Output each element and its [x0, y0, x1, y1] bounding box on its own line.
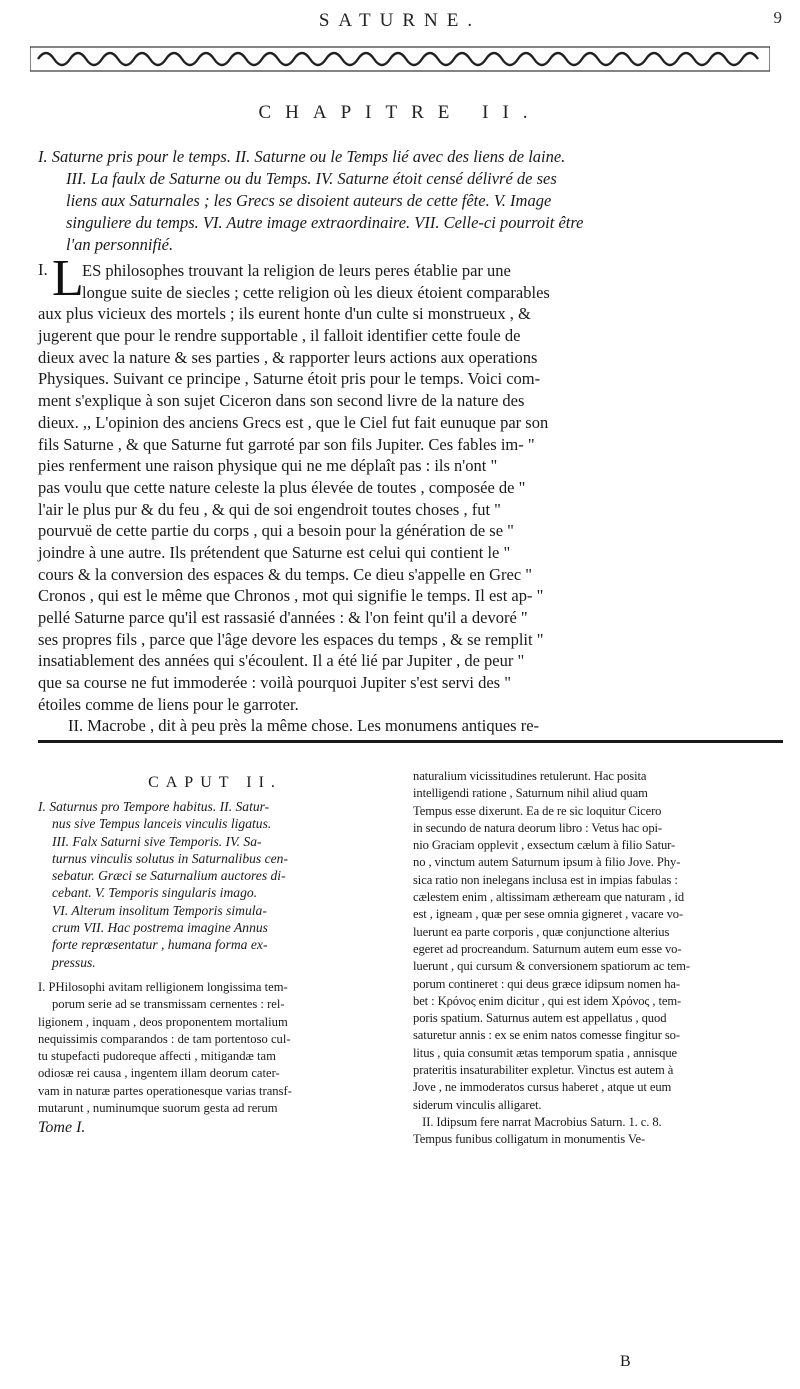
body-line: pellé Saturne parce qu'il est rassasié d'années : & l'on feint qu'il a devoré ": [38, 608, 528, 627]
latin-summary-line: sebatur. Græci se Saturnalium auctores di-: [52, 868, 286, 884]
body-line: dieux avec la nature & ses parties , & rapporter leurs actions aux operations: [38, 347, 538, 367]
body-line: ES philosophes trouvant la religion de leurs peres établie par une: [82, 261, 511, 280]
body-line: pourvuë de cette partie du corps , qui a besoin pour la génération de se ": [38, 521, 514, 541]
latin-text-line: I. PHilosophi avitam relligionem longissima tem-: [38, 979, 288, 994]
latin-text-line: tu stupefacti pudoreque affecti , mitigandæ tam: [38, 1049, 276, 1064]
latin-text-line: saturetur annis : ex se enim natos comesse fingitur so-: [413, 1028, 680, 1043]
latin-text-line: egeret ad procreandum. Saturnum autem eum esse vo-: [413, 941, 682, 956]
latin-summary-line: I. Saturnus pro Tempore habitus. II. Satur-: [38, 799, 270, 814]
latin-text-line: naturalium vicissitudines retulerunt. Hac posita: [413, 769, 647, 783]
body-line: que sa course ne fut immoderée : voilà pourquoi Jupiter s'est servi des ": [38, 673, 511, 693]
body-line: ses propres fils , parce que l'âge devore les espaces du temps , & se remplit ": [38, 629, 544, 649]
body-line: étoiles comme de liens pour le garroter.: [38, 694, 299, 714]
summary-line: III. La faulx de Saturne ou du Temps. IV. Saturne étoit censé délivré de ses: [66, 169, 557, 188]
column-separator-rule: [38, 740, 783, 743]
latin-text-line: litus , quia consumit ætas temporum spatia , annisque: [413, 1045, 678, 1060]
latin-text-line: sica ratio non inelegans inclusa est in impias fabulas :: [413, 872, 678, 887]
latin-text-line: in secundo de natura deorum libro : Vetus hac opi-: [413, 820, 663, 835]
latin-text-line: est , igneam , quæ per sese omnia gigneret , vacare vo-: [413, 907, 684, 922]
main-french-text: [38, 260, 788, 737]
latin-text-line: luerunt , qui cursum & conversionem spatiorum ac tem-: [413, 959, 690, 974]
page-number: 9: [773, 8, 782, 27]
latin-text-line: vam in naturæ partes operationesque varias transf-: [38, 1083, 292, 1098]
latin-text-line: bet : Κρόνος enim dicitur , qui est idem Χρόνος , tem-: [413, 993, 682, 1008]
latin-summary-line: crum VII. Hac postrema imagine Annus: [52, 920, 268, 936]
body-line: cours & la conversion des espaces & du temps. Ce dieu s'appelle en Grec ": [38, 564, 533, 584]
latin-right-column: [413, 768, 785, 1149]
latin-text-line: no , vinctum autem Saturnum ipsum à filio Jove. Phy-: [413, 855, 681, 870]
latin-summary-line: VI. Alterum insolitum Temporis simula-: [52, 902, 267, 918]
body-line: ment s'explique à son sujet Ciceron dans son second livre de la nature des: [38, 391, 525, 411]
section-number: I.: [38, 260, 48, 279]
body-line: fils Saturne , & que Saturne fut garroté par son fils Jupiter. Ces fables im- ": [38, 434, 535, 454]
drop-cap-letter: L: [52, 250, 84, 307]
latin-summary-line: turnus vinculis solutus in Saturnalibus cen-: [52, 850, 288, 866]
body-line: Physiques. Suivant ce principe , Saturne étoit pris pour le temps. Voici com-: [38, 369, 541, 389]
latin-text-line: nio Graciam opplevit , exsectum cælum à filio Satur-: [413, 838, 676, 853]
caput-heading: CAPUT II.: [148, 774, 282, 791]
summary-line: I. Saturne pris pour le temps. II. Saturne ou le Temps lié avec des liens de laine.: [38, 147, 566, 166]
ornamental-border: [30, 44, 770, 74]
latin-text-line: porum serie ad se transmissam cernentes : rel-: [52, 997, 285, 1012]
latin-text-line: prateritis insaturabiliter expletur. Vinctus est autem à: [413, 1063, 674, 1078]
latin-text-line: odiosæ rei causa , ingentem illam deorum cater-: [38, 1066, 280, 1081]
latin-text-line: mutarunt , numinumque suorum gesta ad rerum: [38, 1101, 278, 1116]
latin-left-column: [38, 768, 386, 1137]
chapter-summary-french: [38, 146, 783, 256]
body-line: joindre à une autre. Ils prétendent que Saturne est celui qui contient le ": [38, 542, 511, 562]
summary-line: liens aux Saturnales ; les Grecs se disoient auteurs de cette fête. V. Image: [66, 191, 552, 210]
body-line: longue suite de siecles ; cette religion où les dieux étoient comparables: [82, 282, 550, 302]
latin-summary-line: III. Falx Saturni sive Temporis. IV. Sa-: [52, 833, 262, 849]
chapter-heading: CHAPITRE II.: [258, 102, 542, 123]
body-line: Cronos , qui est le même que Chronos , mot qui signifie le temps. Il est ap- ": [38, 586, 544, 606]
latin-text-line: Tempus esse dixerunt. Ea de re sic loquitur Cicero: [413, 803, 662, 818]
latin-text-line: siderum vinculis alligaret.: [413, 1097, 542, 1112]
body-line: dieux. ,, L'opinion des anciens Grecs est , que le Ciel fut fait eunuque par son: [38, 412, 549, 432]
latin-text-line: nequissimis comparandos : de tam portentoso cul-: [38, 1031, 291, 1046]
latin-text-line: porum contineret : qui deus græce idipsum nomen ha-: [413, 976, 681, 991]
latin-text-line: Jove , ne immoderatos cursus haberet , atque ut eum: [413, 1080, 672, 1095]
latin-summary-line: nus sive Tempus lanceis vinculis ligatus.: [52, 816, 272, 832]
latin-text-line: intelligendi ratione , Saturnum nihil aliud quam: [413, 786, 648, 801]
body-line: pas voulu que cette nature celeste la plus élevée de toutes , composée de ": [38, 477, 526, 497]
body-line: aux plus vicieux des mortels ; ils eurent honte d'un culte si monstrueux , &: [38, 304, 531, 324]
body-line: l'air le plus pur & du feu , & qui de soi engendroit toutes choses , fut ": [38, 499, 501, 519]
latin-summary-line: cebant. V. Temporis singularis imago.: [52, 885, 258, 901]
latin-text-line: Tempus funibus colligatum in monumentis Ve-: [413, 1132, 646, 1147]
running-head: SATURNE.: [318, 10, 482, 31]
summary-line: singuliere du temps. VI. Autre image extraordinaire. VII. Celle-ci pourroit être: [66, 213, 584, 232]
body-line: jugerent que pour le rendre supportable , il falloit identifier cette foule de: [38, 326, 521, 346]
latin-text-line: luerunt ea parte corporis , quæ conjunctione alterius: [413, 924, 670, 939]
latin-text-line: cælestem enim , altissimam ætheream que naturam , id: [413, 890, 685, 905]
latin-summary-line: pressus.: [52, 954, 96, 970]
body-line: insatiablement des années qui s'écoulent. Il a été lié par Jupiter , de peur ": [38, 651, 525, 671]
body-line: pies renferment une raison physique qui ne me déplaît pas : ils n'ont ": [38, 456, 498, 476]
signature-mark: B: [620, 1353, 631, 1370]
latin-text-line: ligionem , inquam , deos proponentem mortalium: [38, 1014, 288, 1029]
summary-line: l'an personnifié.: [66, 235, 174, 254]
latin-summary-line: forte repræsentatur , humana forma ex-: [52, 937, 268, 953]
latin-text-line: poris spatium. Saturnus autem est appellatus , quod: [413, 1011, 667, 1026]
latin-text-line: II. Idipsum fere narrat Macrobius Saturn. 1. c. 8.: [413, 1114, 662, 1129]
body-line: II. Macrobe , dit à peu près la même chose. Les monumens antiques re-: [68, 716, 540, 736]
tome-label: Tome I.: [38, 1119, 86, 1137]
